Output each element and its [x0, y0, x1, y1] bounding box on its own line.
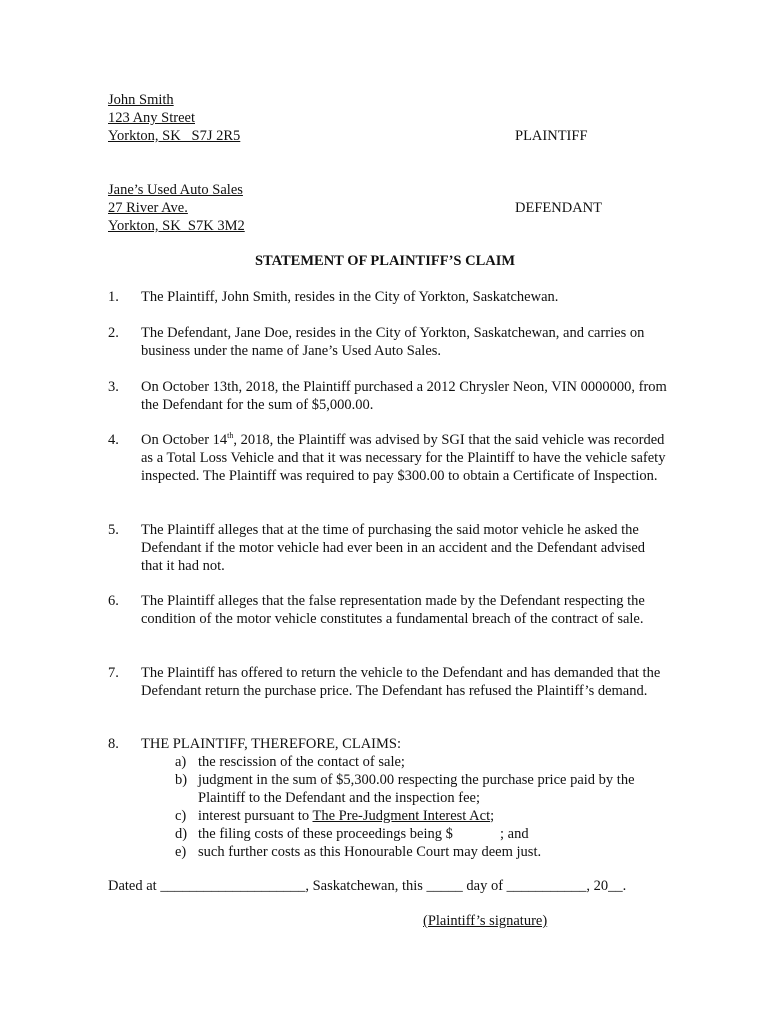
defendant-address: 27 River Ave. [108, 200, 188, 216]
paragraph-4: 4. On October 14th, 2018, the Plaintiff was advised by SGI that the said vehicle was recorded as a Total Loss Vehicle and that it was necessary for the Plaintiff to have the vehicle safety inspected. The Plaintiff was required to pay $300.00 to obtain a Certificate of Inspection. [108, 431, 666, 484]
paragraph-8: 8. THE PLAINTIFF, THEREFORE, CLAIMS: [108, 736, 401, 752]
dated-line: Dated at ____________________, Saskatchewan, this _____ day of ___________, 20__. [108, 878, 627, 894]
act-name: The Pre-Judgment Interest Act [312, 808, 491, 824]
paragraph-2: 2. The Defendant, Jane Doe, resides in the City of Yorkton, Saskatchewan, and carries on business under the name of Jane’s Used Auto Sales. [108, 325, 645, 359]
plaintiff-name: John Smith [108, 92, 174, 108]
document-title: STATEMENT OF PLAINTIFF’S CLAIM [254, 253, 516, 269]
plaintiff-role: PLAINTIFF [515, 128, 588, 144]
claim-item-a: a) the rescission of the contact of sale; [175, 754, 405, 770]
paragraph-3: 3. On October 13th, 2018, the Plaintiff purchased a 2012 Chrysler Neon, VIN 0000000, from the Defendant for the sum of $5,000.00. [108, 379, 667, 413]
claim-item-b: b) judgment in the sum of $5,300.00 respecting the purchase price paid by the Plaintiff to the Defendant and the inspection fee; [175, 772, 635, 806]
paragraph-7: 7. The Plaintiff has offered to return the vehicle to the Defendant and has demanded that the Defendant return the purchase price. The Defendant has refused the Plaintiff’s demand. [108, 665, 661, 699]
claim-item-d: d) the filing costs of these proceedings being $ ; and [175, 826, 529, 842]
defendant-name: Jane’s Used Auto Sales [108, 182, 243, 198]
paragraph-6: 6. The Plaintiff alleges that the false representation made by the Defendant respecting the condition of the motor vehicle constitutes a fundamental breach of the contract of sale. [108, 593, 645, 627]
defendant-role: DEFENDANT [515, 200, 602, 216]
claim-item-c: c) interest pursuant to The Pre-Judgment Interest Act; [175, 808, 495, 824]
paragraph-5: 5. The Plaintiff alleges that at the time of purchasing the said motor vehicle he asked the Defendant if the motor vehicle had ever been in an accident and the Defendant advised that it had not. [108, 522, 646, 574]
plaintiff-city: Yorkton, SK S7J 2R5 [108, 128, 241, 144]
defendant-city: Yorkton, SK S7K 3M2 [108, 218, 245, 234]
claim-item-e: e) such further costs as this Honourable Court may deem just. [175, 844, 542, 860]
signature-line: (Plaintiff’s signature) [423, 913, 548, 929]
plaintiff-address: 123 Any Street [108, 110, 195, 126]
paragraph-1: 1. The Plaintiff, John Smith, resides in the City of Yorkton, Saskatchewan. [108, 289, 559, 305]
